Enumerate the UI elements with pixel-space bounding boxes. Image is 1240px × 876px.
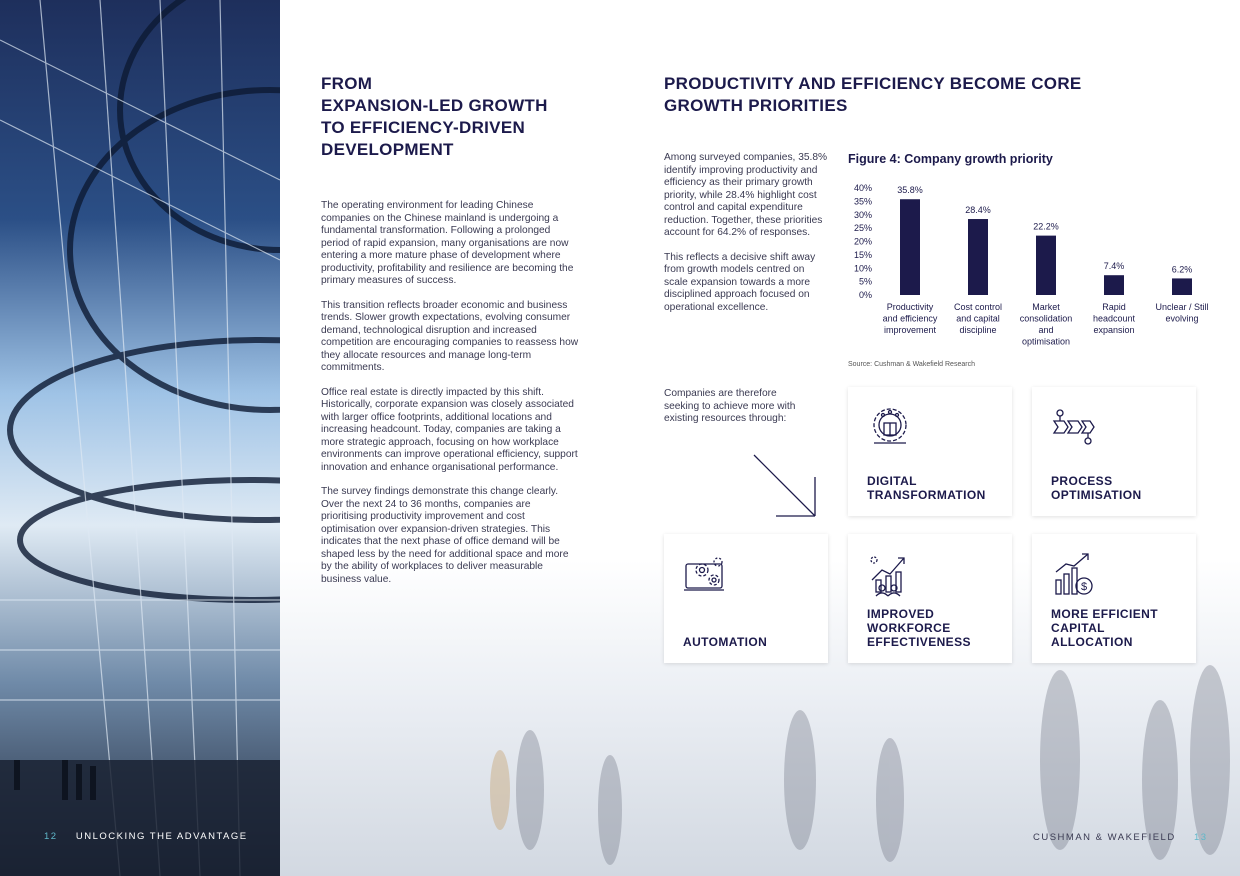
left-paragraph: Office real estate is directly impacted by this shift. Historically, corporate expansion was closely associated with larger office footprints, additional locations and increasing headcount. Today, companies are taking a more strategic approach, focusing on how workplace environments can improve operational efficiency, support innovation and enhance organisational performance. xyxy=(321,386,578,473)
y-tick-label: 0% xyxy=(858,290,872,300)
y-tick-label: 25% xyxy=(853,223,872,234)
bar-value-label: 35.8% xyxy=(897,185,923,196)
capital-growth-icon xyxy=(1050,550,1098,598)
card-capital-allocation xyxy=(1032,534,1196,663)
right-intro-paragraph: Among surveyed companies, 35.8% identify improving productivity and efficiency as their primary growth priority, while 28.4% highlight cost control and capital expenditure reduction. Together, these priorities account for 64.2% of responses. xyxy=(664,152,828,238)
bar-value-label: 6.2% xyxy=(1171,264,1193,275)
right-page-heading: PRODUCTIVITY AND EFFICIENCY BECOME CORE GROWTH PRIORITIES xyxy=(664,74,1082,115)
chart-source: Source: Cushman & Wakefield Research xyxy=(848,361,975,368)
card-label: IMPROVED WORKFORCE EFFECTIVENESS xyxy=(867,607,971,649)
automation-gears-icon xyxy=(682,550,730,598)
y-tick-label: 10% xyxy=(853,263,872,274)
figure-title: Figure 4: Company growth priority xyxy=(848,152,1053,166)
card-label: DIGITAL TRANSFORMATION xyxy=(867,474,986,502)
atrium-photo xyxy=(0,0,280,876)
y-tick-label: 40% xyxy=(853,183,872,193)
footer-brand: CUSHMAN & WAKEFIELD xyxy=(1033,832,1176,843)
card-label: AUTOMATION xyxy=(683,635,768,649)
bar-value-label: 7.4% xyxy=(1103,261,1125,272)
left-page-number: 12 xyxy=(44,831,58,842)
bar xyxy=(1172,278,1192,295)
lead-text: Companies are therefore seeking to achieve more with existing resources through: xyxy=(664,388,796,424)
diagonal-arrow-icon xyxy=(752,453,818,519)
y-tick-label: 35% xyxy=(853,196,872,207)
y-tick-label: 5% xyxy=(858,276,872,287)
footer-right xyxy=(1033,832,1208,843)
card-label: PROCESS OPTIMISATION xyxy=(1051,474,1142,502)
bar xyxy=(900,199,920,295)
left-paragraph: This transition reflects broader economic and business trends. Slower growth expectations, evolving consumer demand, technological disruption and increased competition are encouraging companies to reassess how they allocate resources and manage long-term commitments. xyxy=(321,299,579,373)
card-process-optimisation xyxy=(1032,387,1196,516)
card-workforce-effectiveness xyxy=(848,534,1012,663)
process-flow-icon xyxy=(1050,403,1098,451)
y-tick-label: 15% xyxy=(853,249,872,260)
bar xyxy=(1036,236,1056,295)
right-page-intro xyxy=(664,152,829,326)
x-category-label: Unclear / Still evolving xyxy=(1155,302,1209,324)
card-digital-transformation xyxy=(848,387,1012,516)
x-category-label: Market consolidation and optimisation xyxy=(1019,302,1073,347)
footer-left-title: UNLOCKING THE ADVANTAGE xyxy=(75,831,248,842)
y-tick-label: 20% xyxy=(853,236,872,247)
svg-text:$: $ xyxy=(1080,581,1088,593)
bar xyxy=(968,219,988,295)
right-intro-paragraph: This reflects a decisive shift away from growth models centred on scale expansion towards a more disciplined approach focused on operational excellence. xyxy=(664,251,816,313)
x-category-label: Rapid headcount expansion xyxy=(1092,302,1136,335)
x-category-label: Productivity and efficiency improvement xyxy=(882,302,938,335)
left-page-heading: FROM EXPANSION-LED GROWTH TO EFFICIENCY-DRIVEN DEVELOPMENT xyxy=(321,74,548,159)
card-label: MORE EFFICIENT CAPITAL ALLOCATION xyxy=(1051,607,1158,649)
left-paragraph: The survey findings demonstrate this change clearly. Over the next 24 to 36 months, companies are prioritising productivity improvement and cost optimisation over expansion-driven strategies. This indicates that the next phase of office demand will be shaped less by the need for additional space and more by the ability of workplaces to deliver measurable business value. xyxy=(321,486,569,585)
bar xyxy=(1104,275,1124,295)
footer-left xyxy=(44,831,248,842)
x-category-label: Cost control and capital discipline xyxy=(953,302,1003,335)
y-tick-label: 30% xyxy=(853,209,872,220)
growth-priority-bar-chart xyxy=(840,178,1220,358)
left-page-body xyxy=(321,200,579,598)
right-page-number: 13 xyxy=(1193,832,1208,843)
bar-value-label: 28.4% xyxy=(965,205,991,216)
digital-transformation-icon xyxy=(866,403,914,451)
bar-value-label: 22.2% xyxy=(1033,221,1059,232)
card-automation xyxy=(664,534,828,663)
left-paragraph: The operating environment for leading Chinese companies on the Chinese mainland is undergoing a fundamental transformation. Following a prolonged period of rapid expansion, many organisations are now entering a more mature phase of development where productivity, profitability and resilience are becoming the primary measures of success. xyxy=(321,200,574,286)
workforce-growth-icon xyxy=(866,550,914,598)
